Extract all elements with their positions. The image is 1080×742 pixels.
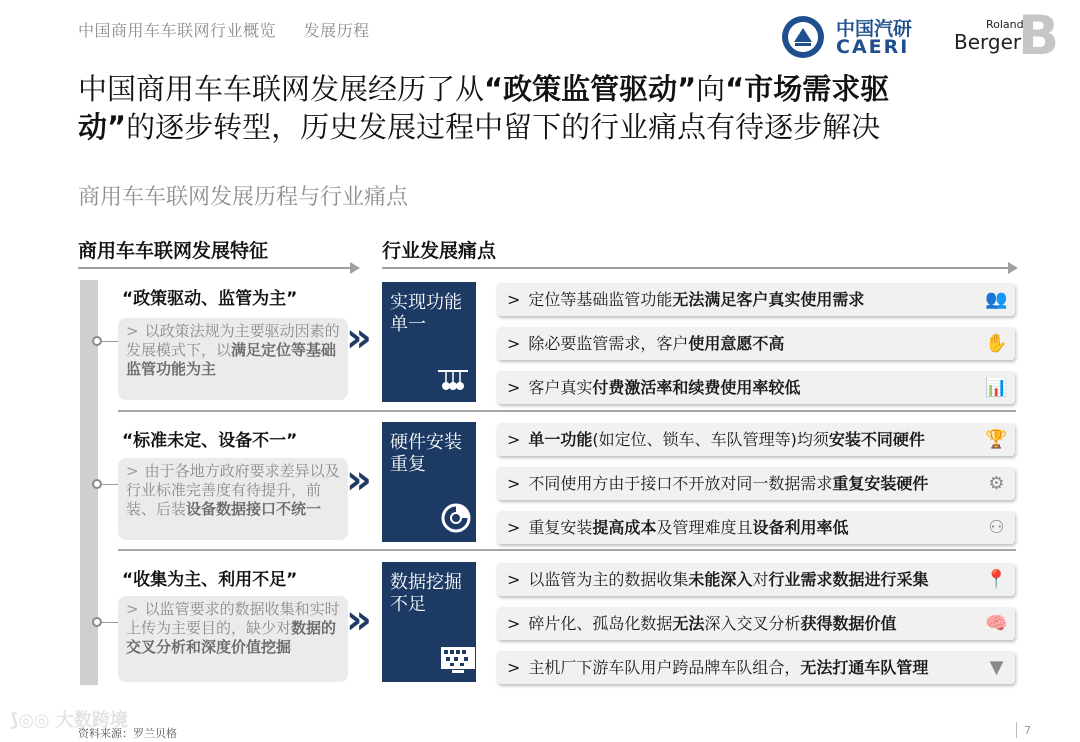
pain-text-bold: 无法满足客户真实使用需求 [672,290,865,309]
pain-text-part: 客户真实 [528,378,593,397]
pain-point-row [497,563,1015,596]
pain-text [528,518,848,537]
connector-line [102,484,118,485]
head-gear-icon: 🧠 [985,613,1008,634]
timeline-dot [92,336,102,346]
bullet-marker: > [126,322,139,340]
bullet-marker: > [507,378,521,397]
roland-berger-logo [952,4,1062,67]
pain-text-bold: 未能深入 [688,570,753,589]
pain-text [528,614,896,633]
timeline-dot [92,617,102,627]
section-quote: “政策驱动、监管为主” [122,289,298,309]
funnel-icon: ▼ [989,657,1004,678]
category-label: 硬件安装 [390,432,462,453]
pain-text-bold: 单一功能 [528,430,593,449]
pain-text-bold: 安装不同硬件 [828,430,925,449]
pain-text [528,334,784,353]
timeline-dot [92,479,102,489]
pain-text-part: 对 [752,570,769,589]
category-box [382,422,476,542]
pain-text-bold: 设备利用率低 [752,518,849,537]
right-column-arrow [382,267,1008,269]
caeri-cn-text: 中国汽研 [836,18,913,40]
rb-mark: B [1018,4,1060,67]
bullet-marker: > [507,658,521,677]
caeri-logo [780,12,930,62]
pain-text [528,378,800,397]
monitor-data-icon [440,646,476,676]
category-label: 单一 [390,314,426,335]
pain-point-row [497,511,1015,544]
pie-chart-icon [440,502,472,534]
pain-point-row [497,423,1015,456]
category-label: 实现功能 [390,292,462,313]
subtitle: 商用车车联网发展历程与行业痛点 [78,185,409,210]
pain-point-row [497,327,1015,360]
gear-icon: ⚙ [988,473,1005,494]
page-number: 7 [1024,724,1031,737]
trophy-icon: 🏆 [985,429,1008,450]
pain-point-row [497,467,1015,500]
title-part: 中国商用车车联网发展经历了从 [78,72,485,106]
breadcrumb [78,18,392,41]
watermark-text: 大数跨境 [55,710,128,731]
left-column-header: 商用车车联网发展特征 [78,240,269,262]
pain-text [528,570,928,589]
left-column-arrow [78,267,350,269]
category-box [382,282,476,402]
title-part: 向 [696,72,726,106]
pain-text-part: 主机厂下游车队用户跨品牌车队组合， [528,658,801,677]
title-part: 的逐步转型，历史发展过程中留下的行业痛点有待逐步解决 [126,110,881,144]
hand-coin-icon: ✋ [985,333,1008,354]
pain-text [528,290,864,309]
chevron-right-icon: » [346,315,372,361]
title-part-bold: “政策监管驱动” [484,72,697,106]
pain-text [528,658,928,677]
bullet-marker: > [507,290,521,309]
pain-text-bold: 提高成本 [592,518,657,537]
connector-line [102,622,118,623]
bullet-marker: > [507,334,521,353]
pain-point-row [497,651,1015,684]
pain-text-bold: 无法 [672,614,705,633]
breadcrumb-item: 中国商用车车联网行业概览 [78,21,277,40]
pain-text-part: 深入交叉分析 [704,614,801,633]
description-bold: 设备数据接口不统一 [186,500,322,518]
rb-top-text: Roland [986,18,1024,31]
section-description [118,458,348,540]
pain-text-bold: 付费激活率和续费使用率较低 [592,378,801,397]
source-note: 资料来源：罗兰贝格 [78,727,177,740]
breadcrumb-item: 发展历程 [303,21,370,40]
pain-text [528,474,928,493]
arrow-head [1008,262,1018,274]
title-part-bold: 动” [78,110,127,144]
pain-text-part: 以监管为主的数据收集 [528,570,689,589]
section-description [118,596,348,682]
watermark-logo-icon: ⟆◎◎ [10,710,50,731]
page-title [78,70,1028,146]
chevron-right-icon: » [346,597,372,643]
pain-text-part: 除必要监管需求，客户 [528,334,689,353]
pain-text [528,430,925,449]
section-quote: “收集为主、利用不足” [122,570,298,590]
description-text: 以政策法规为主要驱动因素的发展模式下，以 [126,322,340,359]
caeri-en-text: CAERI [836,36,910,58]
arrow-head [350,262,360,274]
bullet-marker: > [126,462,139,480]
pain-text-bold: 无法打通车队管理 [800,658,929,677]
bullet-marker: > [507,570,521,589]
description-text: 以监管要求的数据收集和实时上传为主要目的，缺少对 [126,600,340,637]
bullet-marker: > [507,474,521,493]
bullet-marker: > [507,614,521,633]
network-icon: ⚇ [988,517,1005,538]
connector-line [102,341,118,342]
pain-point-row [497,607,1015,640]
pain-text-bold: 重复安装硬件 [832,474,929,493]
description-bold: 数据的交叉分析和深度价值挖掘 [126,619,337,656]
pain-text-bold: 获得数据价值 [800,614,897,633]
section-divider [118,549,1016,551]
users-icon: 👥 [985,289,1008,310]
page-number-divider [1016,722,1017,738]
title-part-bold: “市场需求驱 [725,72,890,106]
hand-location-icon: 📍 [985,569,1008,590]
category-label: 重复 [390,454,426,475]
section-divider [118,410,1016,412]
pendulum-icon [436,368,470,392]
bullet-marker: > [507,430,521,449]
pain-text-part: 重复安装 [528,518,593,537]
chart-people-icon: 📊 [985,377,1008,398]
category-label: 不足 [390,594,426,615]
pain-point-row [497,283,1015,316]
pain-text-part: 定位等基础监管功能 [528,290,673,309]
category-box [382,562,476,682]
chevron-right-icon: » [346,457,372,503]
pain-text-bold: 行业需求数据进行采集 [768,570,929,589]
category-label: 数据挖掘 [390,572,462,593]
rb-bottom-text: Berger [954,30,1022,54]
bullet-marker: > [126,600,139,618]
bullet-marker: > [507,518,521,537]
pain-text-part: (如定位、锁车、车队管理等)均须 [592,430,829,449]
pain-text-part: 碎片化、孤岛化数据 [528,614,673,633]
section-quote: “标准未定、设备不一” [122,431,298,451]
description-bold: 满足定位等基础监管功能为主 [126,341,337,378]
right-column-header: 行业发展痛点 [382,240,497,262]
description-text: 由于各地方政府要求差异以及行业标准完善度有待提升，前装、后装 [126,462,340,518]
section-description [118,318,348,400]
pain-point-row [497,371,1015,404]
pain-text-part: 不同使用方由于接口不开放对同一数据需求 [528,474,833,493]
pain-text-part: 及管理难度且 [656,518,753,537]
pain-text-bold: 使用意愿不高 [688,334,785,353]
caeri-seal-icon [780,14,826,60]
